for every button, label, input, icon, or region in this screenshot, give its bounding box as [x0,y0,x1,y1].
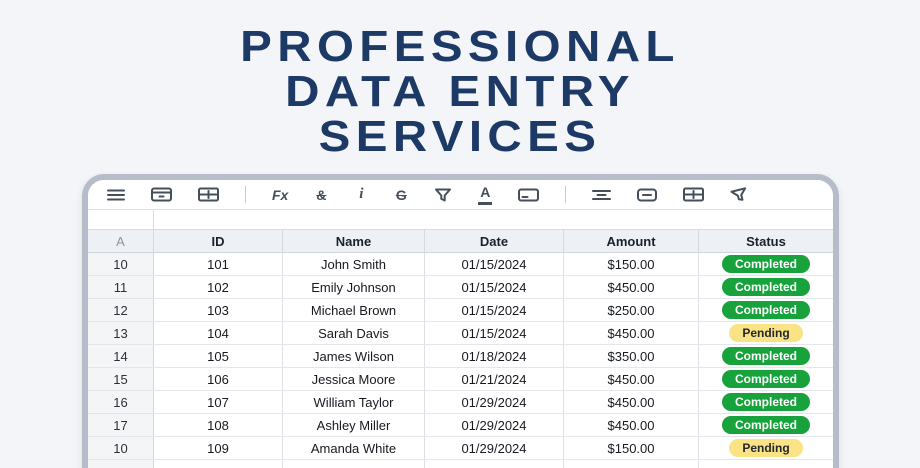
table-row [88,345,833,368]
row-number-cell[interactable]: 10 [88,253,154,275]
status-badge: Pending [729,324,802,342]
filter-slant-icon[interactable] [730,185,749,205]
comment-icon[interactable] [637,185,657,205]
table-row [88,276,833,299]
id-cell[interactable]: 109 [154,437,283,459]
ampersand-icon[interactable]: & [316,186,327,203]
name-cell[interactable]: Sarah Davis [283,322,425,344]
row-number-cell[interactable]: 17 [88,414,154,436]
column-header-date[interactable]: Date [425,230,564,252]
table-row [88,299,833,322]
name-cell[interactable]: James Wilson [283,345,425,367]
date-cell[interactable]: 01/15/2024 [425,276,564,298]
row-number-cell[interactable]: 12 [88,299,154,321]
id-cell[interactable] [154,460,283,468]
toolbar-separator [565,186,566,203]
status-cell[interactable] [699,345,833,367]
date-cell[interactable]: 01/29/2024 [425,437,564,459]
column-header-id[interactable]: ID [154,230,283,252]
table-body [88,253,833,460]
amount-cell[interactable]: $450.00 [564,322,699,344]
table-row [88,368,833,391]
add-box-icon[interactable] [683,185,704,205]
name-cell[interactable]: Jessica Moore [283,368,425,390]
table-row [88,437,833,460]
table-row-partial [88,460,833,468]
status-cell[interactable] [699,299,833,321]
date-cell[interactable]: 01/18/2024 [425,345,564,367]
column-header-name[interactable]: Name [283,230,425,252]
amount-cell[interactable] [564,460,699,468]
table-row [88,322,833,345]
corner-header-cell[interactable]: A [88,230,154,252]
amount-cell[interactable]: $150.00 [564,253,699,275]
card-icon[interactable] [151,185,172,205]
spreadsheet-card [82,174,839,468]
status-badge: Completed [722,347,810,365]
formula-strip [88,210,833,230]
formula-strip-bar[interactable] [154,210,833,229]
name-cell[interactable]: John Smith [283,253,425,275]
status-badge: Completed [722,301,810,319]
page-title [0,24,920,159]
page-title-line-2: DATA ENTRY [285,67,635,116]
name-cell[interactable]: Ashley Miller [283,414,425,436]
align-middle-icon[interactable] [592,185,611,205]
row-number-cell[interactable]: 16 [88,391,154,413]
amount-cell[interactable]: $450.00 [564,276,699,298]
status-cell[interactable] [699,437,833,459]
name-cell[interactable] [283,460,425,468]
amount-cell[interactable]: $150.00 [564,437,699,459]
name-cell[interactable]: Emily Johnson [283,276,425,298]
toolbar-separator [245,186,246,203]
status-badge: Completed [722,393,810,411]
amount-cell[interactable]: $350.00 [564,345,699,367]
date-cell[interactable]: 01/29/2024 [425,391,564,413]
status-badge: Pending [729,439,802,457]
status-badge: Completed [722,416,810,434]
id-cell[interactable]: 101 [154,253,283,275]
table-header-row [88,230,833,253]
name-cell[interactable]: Michael Brown [283,299,425,321]
add-box-icon[interactable] [198,185,219,205]
spreadsheet-toolbar [88,180,833,210]
table-row [88,414,833,437]
amount-cell[interactable]: $450.00 [564,391,699,413]
status-cell[interactable] [699,276,833,298]
id-cell[interactable]: 107 [154,391,283,413]
date-cell[interactable]: 01/15/2024 [425,253,564,275]
id-cell[interactable]: 105 [154,345,283,367]
filter-icon[interactable] [434,185,452,205]
table-row [88,253,833,276]
column-header-amount[interactable]: Amount [564,230,699,252]
row-number-cell[interactable] [88,460,154,468]
status-cell[interactable] [699,391,833,413]
status-cell[interactable] [699,414,833,436]
date-cell[interactable] [425,460,564,468]
column-header-status[interactable]: Status [699,230,833,252]
input-box-icon[interactable] [518,185,539,205]
menu-icon[interactable] [107,185,125,205]
row-number-cell[interactable]: 13 [88,322,154,344]
row-number-cell[interactable]: 15 [88,368,154,390]
status-cell[interactable] [699,322,833,344]
status-badge: Completed [722,278,810,296]
page-title-line-3: SERVICES [318,112,602,161]
table-row [88,391,833,414]
function-icon[interactable]: Fx [272,186,289,203]
date-cell[interactable]: 01/15/2024 [425,299,564,321]
name-cell[interactable]: Amanda White [283,437,425,459]
date-cell[interactable]: 01/15/2024 [425,322,564,344]
page-title-line-1: PROFESSIONAL [240,22,680,71]
id-cell[interactable]: 106 [154,368,283,390]
row-number-cell[interactable]: 11 [88,276,154,298]
status-cell[interactable] [699,368,833,390]
date-cell[interactable]: 01/21/2024 [425,368,564,390]
amount-cell[interactable]: $450.00 [564,414,699,436]
row-number-cell[interactable]: 14 [88,345,154,367]
text-color-icon[interactable]: A [478,185,492,205]
row-number-cell[interactable]: 10 [88,437,154,459]
id-cell[interactable]: 102 [154,276,283,298]
strikethrough-icon[interactable]: G [395,186,407,203]
italic-icon[interactable]: i [359,186,364,202]
status-badge: Completed [722,255,810,273]
id-cell[interactable]: 103 [154,299,283,321]
formula-strip-corner-cell[interactable] [88,210,154,229]
amount-cell[interactable]: $250.00 [564,299,699,321]
amount-cell[interactable]: $450.00 [564,368,699,390]
id-cell[interactable]: 108 [154,414,283,436]
name-cell[interactable]: William Taylor [283,391,425,413]
status-cell[interactable] [699,460,833,468]
date-cell[interactable]: 01/29/2024 [425,414,564,436]
id-cell[interactable]: 104 [154,322,283,344]
status-badge: Completed [722,370,810,388]
status-cell[interactable] [699,253,833,275]
